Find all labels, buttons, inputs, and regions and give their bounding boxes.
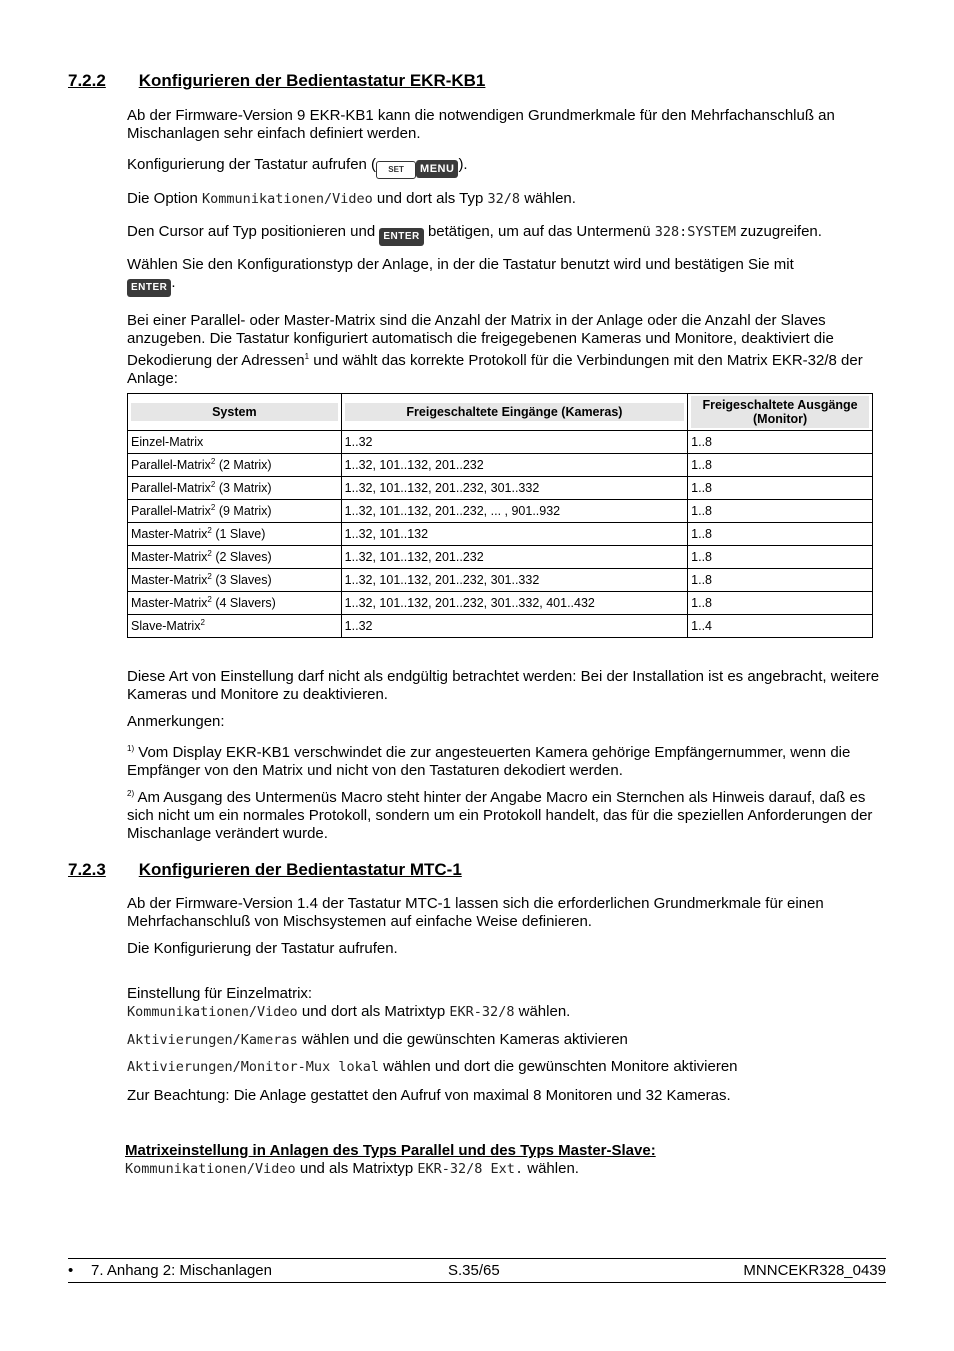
text: Wählen Sie den Konfigurationstyp der Anlage, in der die Tastatur benutzt wird und bestätigen Sie mit: [127, 256, 794, 273]
cell-inputs: 1..32, 101..132, 201..232, 301..332: [341, 477, 687, 500]
footnote-ref: 1: [304, 352, 310, 361]
footnote-ref: 2: [207, 526, 212, 536]
line-cameras: [127, 1031, 887, 1049]
system-name: Parallel-Matrix: [131, 458, 211, 473]
cell-system: [128, 615, 342, 638]
cell-system: [128, 569, 342, 592]
table-row: [128, 592, 873, 615]
footnote-ref: 2: [210, 503, 216, 513]
code: EKR-32/8 Ext.: [417, 1161, 524, 1177]
code: Kommunikationen/Video: [202, 191, 373, 207]
section-title: Konfigurieren der Bedientastatur EKR-KB1: [138, 71, 486, 90]
paragraph-open-config: [127, 156, 887, 179]
cell-inputs: 1..32: [341, 615, 687, 638]
section-heading-723: [68, 860, 462, 880]
text: Vom Display EKR-KB1 verschwindet die zur angesteuerten Kamera gehörige Empfängernummer, wenn die Empfänger von den Matrix und nicht von den Tastaturen dekodiert werden.: [127, 744, 851, 779]
menu-key-icon: MENU: [416, 160, 458, 178]
section-heading-722: [68, 71, 485, 91]
text: Konfigurierung der Tastatur aufrufen (: [127, 156, 377, 173]
text: betätigen, um auf das Untermenü: [423, 223, 655, 240]
system-count: (3 Slaves): [211, 573, 272, 588]
table-row: [128, 477, 873, 500]
footer-chapter: 7. Anhang 2: Mischanlagen: [91, 1262, 272, 1279]
footnote-mark: 1): [127, 744, 135, 753]
footer-page-number: S.35/65: [448, 1262, 500, 1279]
cell-inputs: 1..32, 101..132, 201..232: [341, 454, 687, 477]
table-row: [128, 546, 873, 569]
cell-outputs: 1..8: [688, 431, 873, 454]
text: und dort als Matrixtyp: [297, 1003, 450, 1020]
table-row: [128, 569, 873, 592]
footnote-ref: 2: [207, 595, 212, 605]
cell-system: [128, 477, 342, 500]
text: wählen.: [520, 190, 576, 207]
text: wählen.: [514, 1003, 571, 1020]
header-system: [128, 394, 342, 431]
enter-key-icon: ENTER: [379, 228, 423, 246]
system-name: Master-Matrix: [131, 527, 208, 542]
system-name: Master-Matrix: [131, 573, 208, 588]
paragraph-parallel-master: [127, 312, 885, 388]
system-table: [127, 393, 873, 638]
code: Kommunikationen/Video: [127, 1004, 298, 1020]
paragraph-attention: Zur Beachtung: Die Anlage gestattet den Aufruf von maximal 8 Monitoren und 32 Kameras.: [127, 1087, 731, 1104]
paragraph-parallel-master-setting: [125, 1142, 885, 1178]
cell-inputs: 1..32, 101..132, 201..232, 301..332, 401..432: [341, 592, 687, 615]
table-header-row: [128, 394, 873, 431]
footnote-ref: 2: [207, 549, 212, 559]
cell-system: [128, 500, 342, 523]
header-text: Freigeschaltete Eingänge (Kameras): [345, 403, 684, 421]
header-outputs: [688, 394, 873, 431]
section-number: 7.2.2: [68, 71, 106, 90]
subheading: Matrixeinstellung in Anlagen des Typs Parallel und des Typs Master-Slave:: [125, 1142, 656, 1159]
footer-bullet: •: [68, 1262, 74, 1279]
footnote-ref: 2: [200, 618, 205, 628]
cell-outputs: 1..8: [688, 592, 873, 615]
code: 32/8: [487, 191, 521, 207]
cell-inputs: 1..32, 101..132: [341, 523, 687, 546]
system-count: (4 Slavers): [211, 596, 276, 611]
system-name: Parallel-Matrix: [131, 481, 211, 496]
text: und wählt das korrekte Protokoll für die Verbindungen mit den Matrix EKR-32/8 der Anlage:: [127, 352, 863, 387]
text: .: [171, 274, 176, 291]
system-name: Slave-Matrix: [131, 619, 201, 634]
footnote-ref: 2: [207, 572, 212, 582]
footnote-2: [127, 785, 887, 843]
text: und als Matrixtyp: [295, 1160, 418, 1177]
footer-doc-id: MNNCEKR328_0439: [743, 1262, 886, 1279]
footer-top-rule: [68, 1258, 886, 1259]
section-number: 7.2.3: [68, 860, 106, 879]
section-title: Konfigurieren der Bedientastatur MTC-1: [138, 860, 462, 879]
cell-system: [128, 523, 342, 546]
footnote-mark: 2): [127, 789, 135, 798]
footnote-ref: 2: [210, 480, 216, 490]
cell-outputs: 1..8: [688, 569, 873, 592]
cell-outputs: 1..8: [688, 454, 873, 477]
text: wählen.: [523, 1160, 579, 1177]
text: Am Ausgang des Untermenüs Macro steht hinter der Angabe Macro ein Sternchen als Hinweis darauf, daß es sich nicht um ein normales Protokoll, sondern um ein Protokoll handelt, das für die speziellen Anforderungen der Mischanlage verändert wurde.: [127, 789, 873, 842]
footnote-ref: 2: [210, 457, 216, 467]
text: ).: [458, 156, 468, 173]
notes-label: Anmerkungen:: [127, 713, 225, 730]
cell-inputs: 1..32, 101..132, 201..232: [341, 546, 687, 569]
text: zuzugreifen.: [736, 223, 822, 240]
text: wählen und dort die gewünschten Monitore aktivieren: [378, 1058, 738, 1075]
system-name: Master-Matrix: [131, 550, 208, 565]
table-body: [128, 431, 873, 638]
text: Die Option: [127, 190, 203, 207]
system-name: Master-Matrix: [131, 596, 208, 611]
system-count: (1 Slave): [211, 527, 266, 542]
table-row: [128, 454, 873, 477]
cell-system: [128, 592, 342, 615]
cell-inputs: 1..32, 101..132, 201..232, 301..332: [341, 569, 687, 592]
system-count: (2 Slaves): [211, 550, 272, 565]
enter-key-icon: ENTER: [127, 279, 171, 297]
text: Den Cursor auf Typ positionieren und: [127, 223, 380, 240]
cell-outputs: 1..8: [688, 500, 873, 523]
cell-outputs: 1..8: [688, 523, 873, 546]
cell-outputs: 1..8: [688, 477, 873, 500]
table-row: [128, 431, 873, 454]
text: und dort als Typ: [372, 190, 488, 207]
system-count: (9 Matrix): [215, 504, 272, 519]
paragraph-mtc-intro: Ab der Firmware-Version 1.4 der Tastatur MTC-1 lassen sich die erforderlichen Grundmerkmale für einen Mehrfachanschluß von Mischsystemen auf einfache Weise definieren.: [127, 895, 824, 930]
code: Kommunikationen/Video: [125, 1161, 296, 1177]
set-key-icon: SET: [376, 161, 416, 179]
footer-bottom-rule: [68, 1282, 886, 1283]
text: Bei einer Parallel- oder Master-Matrix sind die Anzahl der Matrix in der Anlage oder die Anzahl der Slaves anzugeben. Die Tastatur konfiguriert automatisch die freigegebenen Kameras und Monitore, deaktiviert die Dekodierung der Adressen: [127, 312, 834, 369]
header-text: Freigeschaltete Ausgänge (Monitor): [691, 396, 869, 428]
cell-system: [128, 546, 342, 569]
system-count: (2 Matrix): [215, 458, 272, 473]
code: Aktivierungen/Kameras: [127, 1032, 298, 1048]
cell-system: [128, 431, 342, 454]
cell-outputs: 1..4: [688, 615, 873, 638]
system-count: (3 Matrix): [215, 481, 272, 496]
system-name: Parallel-Matrix: [131, 504, 211, 519]
paragraph-mtc-open: Die Konfigurierung der Tastatur aufrufen.: [127, 940, 398, 957]
cell-system: [128, 454, 342, 477]
system-name: Einzel-Matrix: [131, 435, 204, 449]
cell-inputs: 1..32, 101..132, 201..232, ... , 901..932: [341, 500, 687, 523]
cell-inputs: 1..32: [341, 431, 687, 454]
cell-outputs: 1..8: [688, 546, 873, 569]
text: Einstellung für Einzelmatrix:: [127, 985, 313, 1002]
paragraph-single-matrix: [127, 985, 887, 1021]
line-monitors: [127, 1058, 887, 1076]
footnote-1: [127, 740, 887, 780]
table-row: [128, 615, 873, 638]
paragraph-intro: Ab der Firmware-Version 9 EKR-KB1 kann die notwendigen Grundmerkmale für den Mehrfachanschluß an Mischanlagen sehr einfach definiert werden.: [127, 107, 835, 142]
code: Aktivierungen/Monitor-Mux lokal: [127, 1059, 379, 1075]
header-inputs: [341, 394, 687, 431]
paragraph-note-final: Diese Art von Einstellung darf nicht als endgültig betrachtet werden: Bei der Installation ist es angebracht, weitere Kameras und Monitore zu deaktivieren.: [127, 668, 880, 703]
code: 328:SYSTEM: [654, 224, 737, 240]
paragraph-select-type: [127, 256, 887, 297]
code: EKR-32/8: [449, 1004, 515, 1020]
header-text: System: [131, 403, 338, 421]
table-row: [128, 500, 873, 523]
table-row: [128, 523, 873, 546]
text: wählen und die gewünschten Kameras aktivieren: [297, 1031, 628, 1048]
paragraph-option: [127, 190, 887, 208]
paragraph-cursor: [127, 223, 887, 246]
